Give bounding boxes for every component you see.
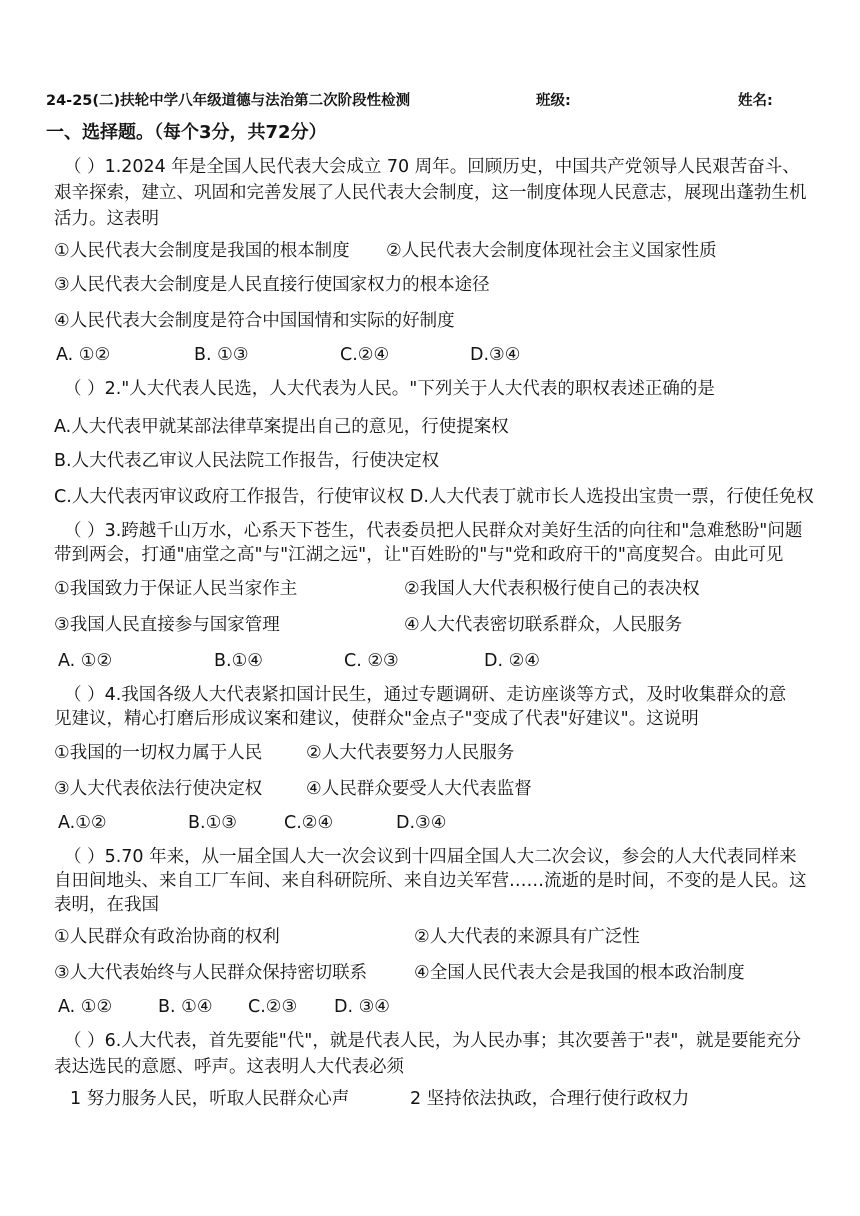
- question-5-line-3: 表明，在我国: [54, 895, 159, 915]
- q4-choice-b: B.①③: [188, 813, 237, 833]
- q1-choice-b: B. ①③: [194, 345, 249, 365]
- q3-statement-2: ②我国人大代表积极行使自己的表决权: [404, 579, 700, 599]
- q1-statement-4: ④人民代表大会制度是符合中国国情和实际的好制度: [54, 311, 455, 331]
- q5-choice-b: B. ①④: [158, 997, 213, 1017]
- q5-statement-1: ①人民群众有政治协商的权利: [54, 927, 280, 947]
- q3-choice-a: A. ①②: [58, 651, 113, 671]
- question-6-line-2: 表达选民的意愿、呼声。这表明人大代表必须: [54, 1057, 404, 1077]
- q6-statement-1: 1 努力服务人民，听取人民群众心声: [70, 1089, 350, 1109]
- q3-statement-4: ④人大代表密切联系群众，人民服务: [404, 615, 683, 635]
- q5-choice-c: C.②③: [248, 997, 298, 1017]
- q1-statement-1: ①人民代表大会制度是我国的根本制度: [54, 241, 350, 261]
- name-label: 姓名:: [738, 93, 773, 109]
- q2-option-a: A.人大代表甲就某部法律草案提出自己的意见，行使提案权: [54, 417, 509, 437]
- q1-statement-2: ②人民代表大会制度体现社会主义国家性质: [386, 241, 717, 261]
- question-1-line-1: （ ）1.2024 年是全国人民代表大会成立 70 周年。回顾历史，中国共产党领导人民艰苦奋斗、: [64, 157, 800, 177]
- q3-statement-1: ①我国致力于保证人民当家作主: [54, 579, 298, 599]
- question-1-line-3: 活力。这表明: [54, 209, 159, 229]
- q4-choice-c: C.②④: [284, 813, 334, 833]
- q1-choice-c: C.②④: [340, 345, 390, 365]
- section-title: 一、选择题。（每个3分，共72分）: [46, 122, 327, 143]
- q5-statement-4: ④全国人民代表大会是我国的根本政治制度: [414, 963, 745, 983]
- question-6-line-1: （ ）6.人大代表，首先要能"代"，就是代表人民，为人民办事；其次要善于"表"，就是要能充分: [64, 1031, 801, 1051]
- question-4-line-2: 见建议，精心打磨后形成议案和建议，使群众"金点子"变成了代表"好建议"。这说明: [54, 709, 699, 729]
- exam-title: 24-25(二)扶轮中学八年级道德与法治第二次阶段性检测: [46, 93, 411, 109]
- q4-choice-d: D.③④: [396, 813, 447, 833]
- q4-statement-4: ④人民群众要受人大代表监督: [306, 779, 532, 799]
- question-4-line-1: （ ）4.我国各级人大代表紧扣国计民生，通过专题调研、走访座谈等方式，及时收集群众的意: [64, 685, 787, 705]
- q1-choice-d: D.③④: [470, 345, 521, 365]
- q5-statement-2: ②人大代表的来源具有广泛性: [414, 927, 640, 947]
- question-5-line-2: 自田间地头、来自工厂车间、来自科研院所、来自边关军营……流逝的是时间，不变的是人民。这: [54, 871, 807, 891]
- q4-choice-a: A.①②: [58, 813, 107, 833]
- q3-choice-c: C. ②③: [344, 651, 399, 671]
- question-2-line-1: （ ）2."人大代表人民选，人大代表为人民。"下列关于人大代表的职权表述正确的是: [64, 379, 715, 399]
- question-1-line-2: 艰辛探索，建立、巩固和完善发展了人民代表大会制度，这一制度体现人民意志，展现出蓬勃生机: [54, 183, 807, 203]
- q6-statement-2: 2 坚持依法执政，合理行使行政权力: [410, 1089, 690, 1109]
- question-5-line-1: （ ）5.70 年来，从一届全国人大一次会议到十四届全国人大二次会议，参会的人大代表同样来: [64, 847, 797, 867]
- question-3-line-2: 带到两会，打通"庙堂之高"与"江湖之远"，让"百姓盼的"与"党和政府干的"高度契合。由此可见: [54, 545, 784, 565]
- q4-statement-3: ③人大代表依法行使决定权: [54, 779, 263, 799]
- q5-choice-a: A. ①②: [58, 997, 113, 1017]
- class-label: 班级:: [536, 93, 571, 109]
- q3-choice-b: B.①④: [214, 651, 263, 671]
- q5-choice-d: D. ③④: [334, 997, 390, 1017]
- q4-statement-1: ①我国的一切权力属于人民: [54, 743, 263, 763]
- q3-statement-3: ③我国人民直接参与国家管理: [54, 615, 280, 635]
- q3-choice-d: D. ②④: [484, 651, 540, 671]
- q5-statement-3: ③人大代表始终与人民群众保持密切联系: [54, 963, 368, 983]
- question-3-line-1: （ ）3.跨越千山万水，心系天下苍生，代表委员把人民群众对美好生活的向往和"急难愁盼"问题: [64, 521, 803, 541]
- q1-choice-a: A. ①②: [56, 345, 111, 365]
- q2-option-c-d: C.人大代表丙审议政府工作报告，行使审议权 D.人大代表丁就市长人选投出宝贵一票，行使任免权: [54, 487, 814, 507]
- q1-statement-3: ③人民代表大会制度是人民直接行使国家权力的根本途径: [54, 275, 490, 295]
- q4-statement-2: ②人大代表要努力人民服务: [306, 743, 515, 763]
- q2-option-b: B.人大代表乙审议人民法院工作报告，行使决定权: [54, 451, 440, 471]
